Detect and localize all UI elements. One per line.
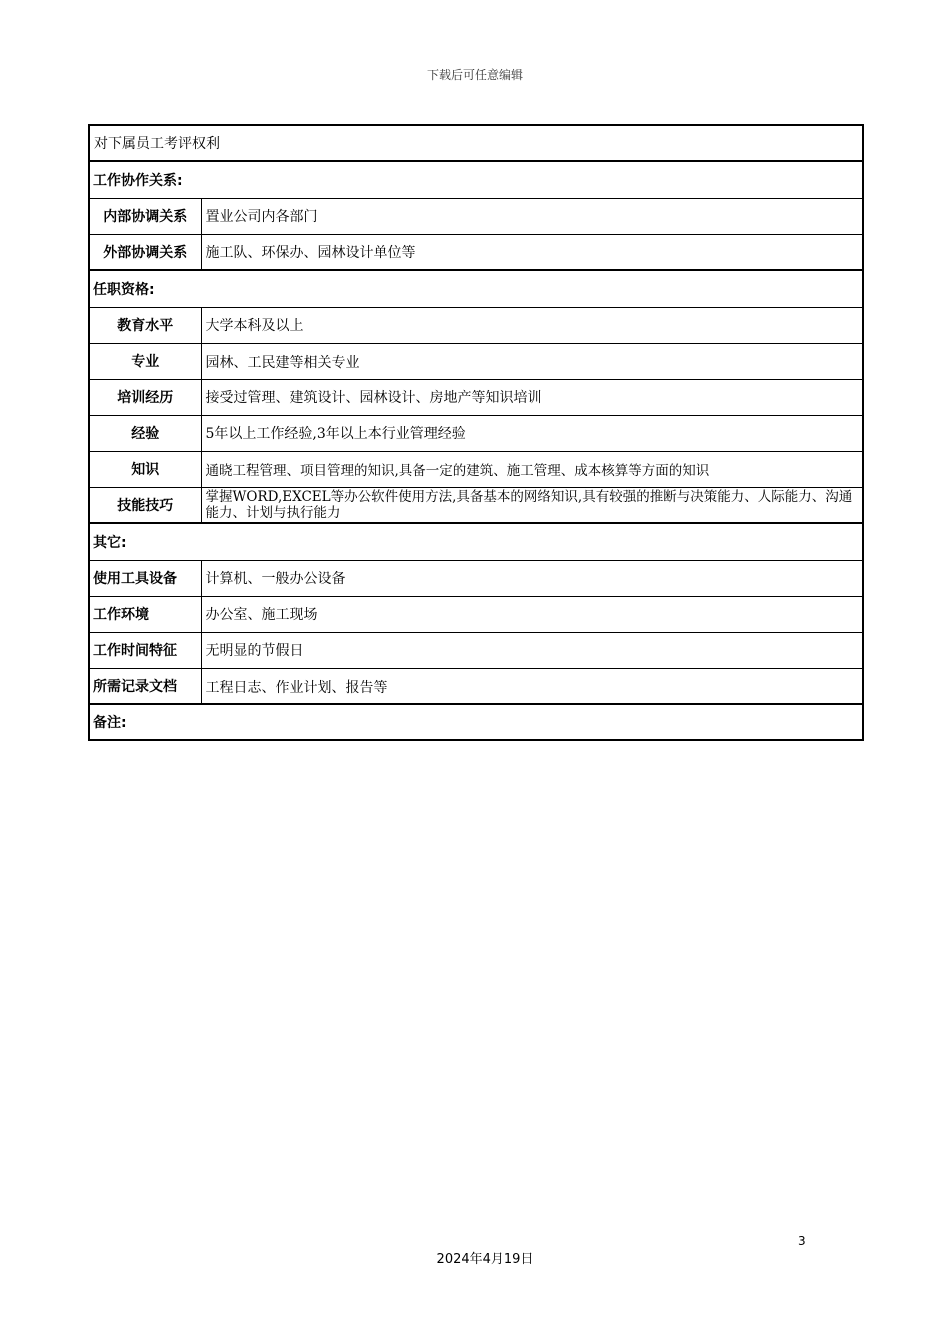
footer-date: 2024年4月19日	[436, 1252, 534, 1267]
row-value: 通晓工程管理、项目管理的知识,具备一定的建筑、施工管理、成本核算等方面的知识	[201, 451, 863, 487]
evaluation-rights-row	[89, 125, 863, 161]
row-value: 掌握WORD,EXCEL等办公软件使用方法,具备基本的网络知识,具有较强的推断与决策能力、人际能力、沟通能力、计划与执行能力	[201, 487, 863, 523]
job-description-table	[88, 124, 864, 741]
row-value: 计算机、一般办公设备	[201, 560, 863, 596]
row-label: 经验	[89, 415, 201, 451]
section-collab-title: 工作协作关系:	[89, 161, 863, 198]
section-qualification-row	[89, 270, 863, 307]
row-value: 无明显的节假日	[201, 632, 863, 668]
table-row	[89, 379, 863, 415]
row-label: 使用工具设备	[89, 560, 201, 596]
page-number: 3	[798, 1234, 806, 1248]
evaluation-rights-text: 对下属员工考评权利	[89, 125, 863, 161]
row-label: 所需记录文档	[89, 668, 201, 704]
section-qualification-title: 任职资格:	[89, 270, 863, 307]
table-row	[89, 596, 863, 632]
row-value: 办公室、施工现场	[201, 596, 863, 632]
row-value: 置业公司内各部门	[201, 198, 863, 234]
section-other-title: 其它:	[89, 523, 863, 560]
table-row	[89, 560, 863, 596]
row-label: 培训经历	[89, 379, 201, 415]
table-row	[89, 343, 863, 379]
row-value: 接受过管理、建筑设计、园林设计、房地产等知识培训	[201, 379, 863, 415]
row-label: 工作时间特征	[89, 632, 201, 668]
header-note: 下载后可任意编辑	[426, 68, 523, 82]
notes-title: 备注:	[89, 704, 863, 740]
table-row	[89, 415, 863, 451]
row-value: 园林、工民建等相关专业	[201, 343, 863, 379]
row-value: 施工队、环保办、园林设计单位等	[201, 234, 863, 270]
row-label: 内部协调关系	[89, 198, 201, 234]
table-row	[89, 234, 863, 270]
row-label: 知识	[89, 451, 201, 487]
row-label: 技能技巧	[89, 487, 201, 523]
table-row	[89, 487, 863, 523]
row-value: 工程日志、作业计划、报告等	[201, 668, 863, 704]
row-value: 大学本科及以上	[201, 307, 863, 343]
section-collab-row	[89, 161, 863, 198]
table-row	[89, 632, 863, 668]
row-label: 教育水平	[89, 307, 201, 343]
section-other-row	[89, 523, 863, 560]
row-value: 5年以上工作经验,3年以上本行业管理经验	[201, 415, 863, 451]
table-row	[89, 451, 863, 487]
table-row	[89, 198, 863, 234]
row-label: 专业	[89, 343, 201, 379]
row-label: 工作环境	[89, 596, 201, 632]
notes-row	[89, 704, 863, 740]
table-row	[89, 307, 863, 343]
table-row	[89, 668, 863, 704]
row-label: 外部协调关系	[89, 234, 201, 270]
